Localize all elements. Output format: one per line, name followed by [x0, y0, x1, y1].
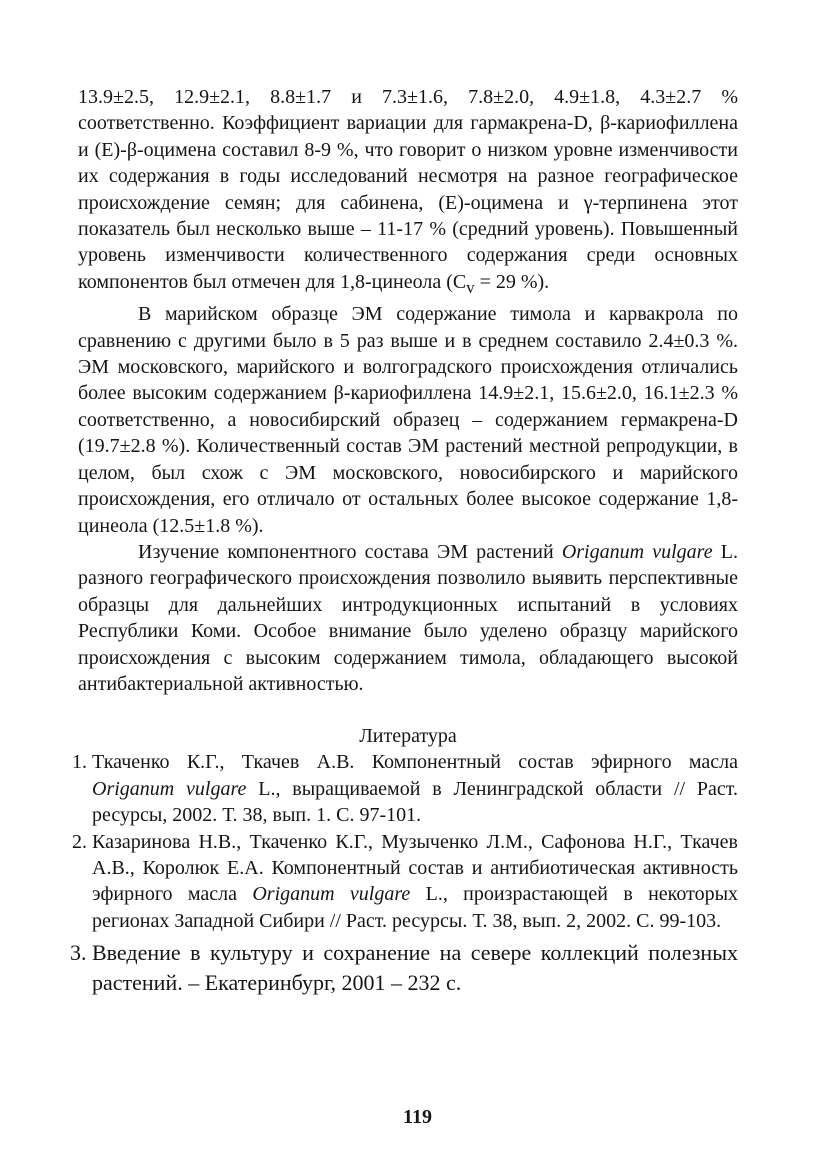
paragraph-3-text-a: Изучение компонентного состава ЭМ растений — [138, 540, 562, 563]
page-number: 119 — [403, 1106, 432, 1128]
references-heading: Литература — [359, 725, 457, 748]
reference-item-2 — [72, 829, 739, 935]
species-name: Origanum vulgare — [92, 777, 247, 800]
document-page — [70, 84, 739, 998]
paragraph-1-text-b: = 29 %). — [474, 270, 550, 293]
body-paragraph-1 — [78, 84, 738, 301]
paragraph-1-text-a: 13.9±2.5, 12.9±2.1, 8.8±1.7 и 7.3±1.6, 7.8±2.0, 4.9±1.8, 4.3±2.7 % соответственно. Коэффициент вариации для гармакрена-D, β-кариофиллена и (Е)-β-оцимена составил 8-9 %, что говорит о низком уровне изменчивости их содержания в годы исследований несмотря на разное географическое происхождение семян; для сабинена, (Е)-оцимена и γ-терпинена этот показатель был несколько выше – 11-17 % (средний уровень). Повышенный уровень изменчивости количественного содержания среди основных компонентов был отмечен для 1,8-цинеола (C — [78, 86, 738, 293]
reference-1-text-a: Ткаченко К.Г., Ткачев А.В. Компонентный состав эфирного масла — [92, 751, 738, 774]
reference-3-text: Введение в культуру и сохранение на севере коллекций полезных растений. – Екатеринбург, 2001 – 232 с. — [92, 940, 738, 996]
reference-2-text-a: Казаринова Н.В., Ткаченко К.Г., Музыченко Л.М., Сафонова Н.Г., Ткачев А.В., Королюк Е.А. Компонентный состав и антибиотическая активность эфирного масла — [92, 830, 738, 906]
reference-item-3 — [70, 938, 738, 998]
body-paragraph-2 — [78, 301, 738, 539]
reference-number: 3. — [70, 940, 87, 966]
reference-1-text-b: L., выращиваемой в Ленинградской области // Раст. ресурсы, 2002. Т. 38, вып. 1. С. 97-101. — [92, 777, 738, 827]
reference-number: 1. — [72, 751, 87, 774]
references-list — [70, 749, 739, 998]
reference-2-text-b: L., произрастающей в некоторых регионах Западной Сибири // Раст. ресурсы. Т. 38, вып. 2, 2002. С. 99-103. — [92, 883, 739, 932]
body-paragraph-3 — [78, 539, 738, 697]
reference-item-1 — [72, 749, 738, 828]
coefficient-subscript: v — [466, 277, 475, 297]
species-name: Origanum vulgare — [561, 540, 713, 563]
reference-number: 2. — [72, 830, 87, 853]
paragraph-2-text: В марийском образце ЭМ содержание тимола и карвакрола по сравнению с другими было в 5 раз выше и в среднем составило 2.4±0.3 %. ЭМ московского, марийского и волгоградского происхождения отличались более высоким содержанием β-кариофиллена 14.9±2.1, 15.6±2.0, 16.1±2.3 % соответственно, а новосибирский образец – содержанием гермакрена-D (19.7±2.8 %). Количественный состав ЭМ растений местной репродукции, в целом, был схож с ЭМ московского, новосибирского и марийского происхождения, его отличало от остальных более высокое содержание 1,8-цинеола (12.5±1.8 %). — [78, 303, 738, 537]
paragraph-3-text-b: L. разного географического происхождения позволило выявить перспективные образцы для дальнейших интродукционных испытаний в условиях Республики Коми. Особое внимание было уделено образцу марийского происхождения с высоким содержанием тимола, обладающего высокой антибактериальной активностью. — [78, 540, 738, 695]
species-name: Origanum vulgare — [252, 883, 411, 906]
